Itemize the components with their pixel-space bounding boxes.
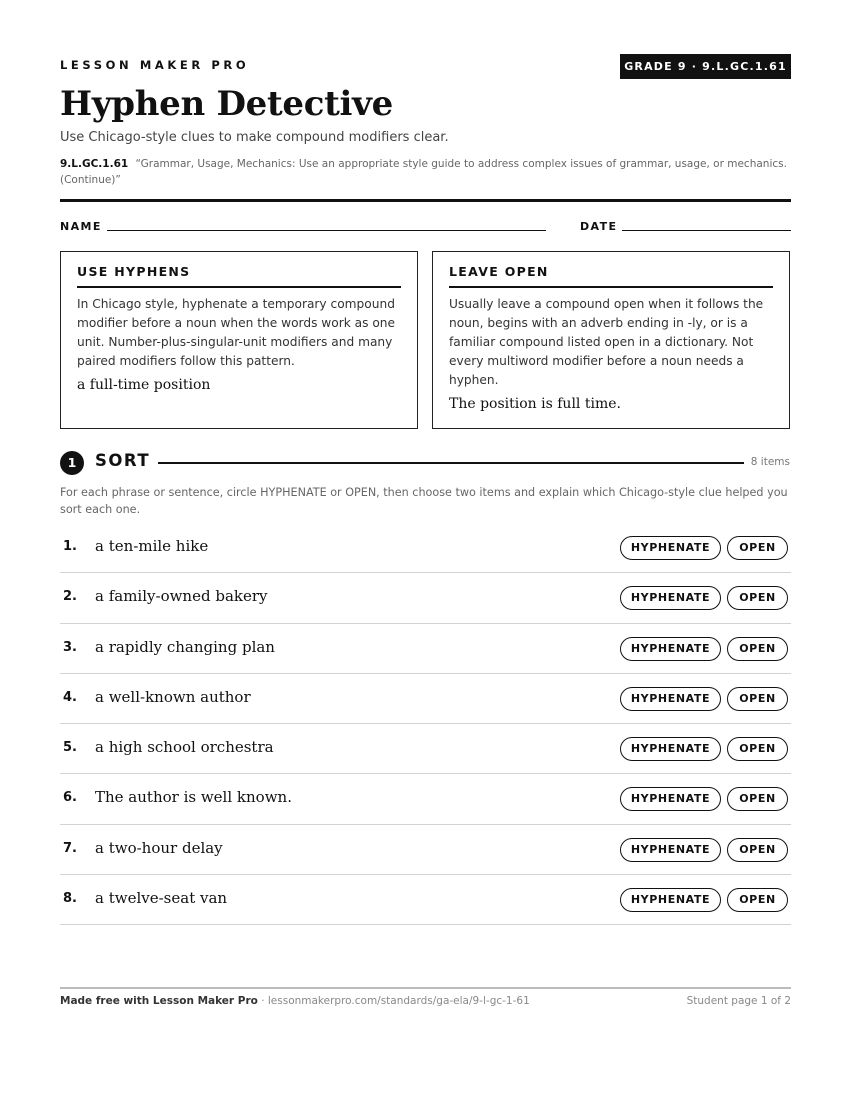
open-option[interactable]: OPEN [727, 888, 788, 912]
open-option[interactable]: OPEN [727, 687, 788, 711]
hyphenate-option[interactable]: HYPHENATE [620, 888, 721, 912]
list-item [60, 825, 791, 875]
item-number: 6. [63, 790, 77, 806]
header-divider [60, 199, 791, 202]
hyphenate-option[interactable]: HYPHENATE [620, 687, 721, 711]
list-item [60, 774, 791, 824]
open-option[interactable]: OPEN [727, 838, 788, 862]
open-option[interactable]: OPEN [727, 536, 788, 560]
date-label: DATE [580, 220, 618, 233]
name-field[interactable] [107, 230, 546, 231]
hyphenate-option[interactable]: HYPHENATE [620, 838, 721, 862]
standard-code: 9.L.GC.1.61 [60, 158, 129, 170]
item-number: 8. [63, 891, 77, 907]
grade-badge: GRADE 9 · 9.L.GC.1.61 [620, 54, 791, 79]
box-heading: LEAVE OPEN [449, 264, 773, 288]
footer-credit [60, 995, 530, 1007]
list-item [60, 875, 791, 925]
hyphenate-option[interactable]: HYPHENATE [620, 737, 721, 761]
box-example: a full-time position [77, 377, 211, 393]
item-number: 5. [63, 740, 77, 756]
standard-description [60, 156, 790, 188]
section-item-count: 8 items [750, 456, 790, 468]
list-item [60, 724, 791, 774]
date-field[interactable] [622, 230, 791, 231]
standard-text: “Grammar, Usage, Mechanics: Use an appropriate style guide to address complex issues of grammar, usage, or mechanics. (Continue)” [60, 158, 787, 186]
box-example: The position is full time. [449, 396, 621, 412]
box-body: In Chicago style, hyphenate a temporary compound modifier before a noun when the words work as one unit. Number-plus-singular-unit modifiers and many paired modifiers follow this pattern. [77, 297, 396, 368]
item-number: 4. [63, 689, 77, 705]
use-hyphens-box [60, 251, 418, 429]
list-item [60, 674, 791, 724]
section-title: SORT [95, 451, 151, 470]
item-text: a family-owned bakery [95, 587, 268, 606]
open-option[interactable]: OPEN [727, 637, 788, 661]
leave-open-box [432, 251, 790, 429]
item-text: a twelve-seat van [95, 889, 228, 908]
footer-divider [60, 987, 791, 989]
item-text: a rapidly changing plan [95, 637, 275, 656]
name-label: NAME [60, 220, 102, 233]
item-number: 2. [63, 589, 77, 605]
box-body: Usually leave a compound open when it follows the noun, begins with an adverb ending in -ly, or is a familiar compound listed open in a dictionary. Not every multiword modifier before a noun needs a hyphen. [449, 297, 764, 387]
section-number-badge: 1 [60, 451, 84, 475]
item-number: 3. [63, 639, 77, 655]
item-text: a high school orchestra [95, 738, 274, 757]
open-option[interactable]: OPEN [727, 737, 788, 761]
footer-made-with: Made free with Lesson Maker Pro [60, 995, 258, 1007]
footer-page-number: Student page 1 of 2 [686, 995, 791, 1007]
footer-url[interactable]: · lessonmakerpro.com/standards/ga-ela/9-l-gc-1-61 [257, 995, 530, 1007]
item-text: a two-hour delay [95, 838, 223, 857]
item-number: 7. [63, 840, 77, 856]
open-option[interactable]: OPEN [727, 586, 788, 610]
item-number: 1. [63, 539, 77, 554]
page-subtitle: Use Chicago-style clues to make compound modifiers clear. [60, 130, 449, 145]
list-item [60, 523, 791, 573]
brand-name: LESSON MAKER PRO [60, 58, 250, 72]
section-divider [158, 462, 744, 464]
hyphenate-option[interactable]: HYPHENATE [620, 787, 721, 811]
item-text: The author is well known. [95, 788, 292, 807]
hyphenate-option[interactable]: HYPHENATE [620, 586, 721, 610]
hyphenate-option[interactable]: HYPHENATE [620, 536, 721, 560]
page-title: Hyphen Detective [60, 84, 393, 124]
list-item [60, 573, 791, 623]
item-text: a well-known author [95, 687, 251, 706]
section-directions: For each phrase or sentence, circle HYPHENATE or OPEN, then choose two items and explain which Chicago-style clue helped you sort each one. [60, 486, 788, 516]
open-option[interactable]: OPEN [727, 787, 788, 811]
box-heading: USE HYPHENS [77, 264, 401, 288]
item-text: a ten-mile hike [95, 537, 209, 555]
sort-item-list [60, 523, 791, 925]
list-item [60, 624, 791, 674]
hyphenate-option[interactable]: HYPHENATE [620, 637, 721, 661]
